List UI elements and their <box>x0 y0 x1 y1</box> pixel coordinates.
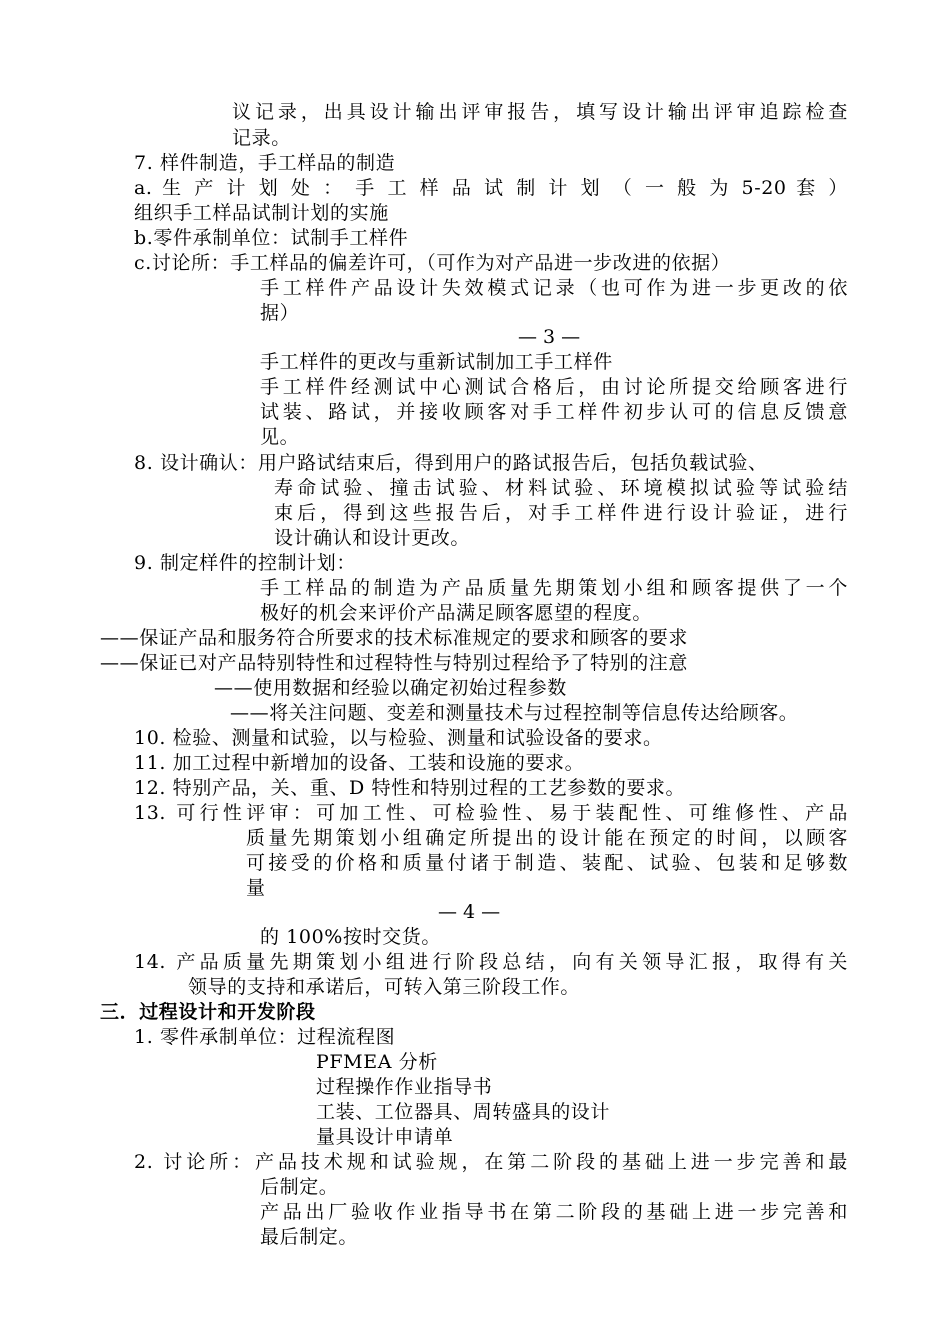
section-heading: 三．过程设计和开发阶段 <box>100 1001 316 1023</box>
text-line: 质量先期策划小组确定所提出的设计能在预定的时间，以顾客 <box>246 827 848 849</box>
list-item-7: 7. 样件制造，手工样品的制造 <box>134 152 396 174</box>
text-line: 组织手工样品试制计划的实施 <box>134 202 389 224</box>
list-item-9: 9. 制定样件的控制计划： <box>134 552 356 574</box>
text-line: a. 生 产 计 划 处 ： 手 工 样 品 试 制 计 划 （ 一 般 为 5-20 套 ） <box>134 177 848 199</box>
dash-item: ——使用数据和经验以确定初始过程参数 <box>214 677 567 699</box>
list-item-12: 12. 特别产品，关、重、D 特性和特别过程的工艺参数的要求。 <box>134 777 686 799</box>
list-item-13: 13. 可行性评审：可加工性、可检验性、易于装配性、可维修性、产品 <box>134 802 848 824</box>
text-line: 极好的机会来评价产品满足顾客愿望的程度。 <box>260 602 653 624</box>
text-line: 束后，得到这些报告后，对手工样件进行设计验证，进行 <box>274 502 848 524</box>
dash-item: ——保证已对产品特别特性和过程特性与特别过程给予了特别的注意 <box>100 652 689 674</box>
dash-item: ——保证产品和服务符合所要求的技术标准规定的要求和顾客的要求 <box>100 627 689 649</box>
text-line: 据） <box>260 302 300 324</box>
text-line: 的 100%按时交货。 <box>260 926 441 948</box>
text-line: 工装、工位器具、周转盛具的设计 <box>316 1101 611 1123</box>
list-item-8: 8. 设计确认：用户路试结束后，得到用户的路试报告后，包括负载试验、 <box>134 452 768 474</box>
page-number: — 4 — <box>438 901 501 923</box>
text-line: PFMEA 分析 <box>316 1051 438 1073</box>
text-line: c.讨论所：手工样品的偏差许可，（可作为对产品进一步改进的依据） <box>134 252 731 274</box>
page-number: — 3 — <box>518 326 581 348</box>
list-item-11: 11. 加工过程中新增加的设备、工装和设施的要求。 <box>134 752 585 774</box>
text-line: 议记录，出具设计输出评审报告，填写设计输出评审追踪检查 <box>232 101 848 123</box>
text-line: 可接受的价格和质量付诸于制造、装配、试验、包装和足够数 <box>246 852 848 874</box>
text-line: 手工样件的更改与重新试制加工手工样件 <box>260 351 613 373</box>
text-line: 手工样品的制造为产品质量先期策划小组和顾客提供了一个 <box>260 577 848 599</box>
text-line: 记录。 <box>232 127 291 149</box>
text-line: 后制定。 <box>260 1176 339 1198</box>
text-line: 设计确认和设计更改。 <box>274 527 471 549</box>
list-item-1: 1. 零件承制单位：过程流程图 <box>134 1026 396 1048</box>
text-line: 试装、路试，并接收顾客对手工样件初步认可的信息反馈意 <box>260 401 848 423</box>
text-line: 过程操作作业指导书 <box>316 1076 493 1098</box>
list-item-10: 10. 检验、测量和试验，以与检验、测量和试验设备的要求。 <box>134 727 663 749</box>
text-line: 产品出厂验收作业指导书在第二阶段的基础上进一步完善和 <box>260 1201 848 1223</box>
text-line: 领导的支持和承诺后，可转入第三阶段工作。 <box>188 976 581 998</box>
text-line: 见。 <box>260 426 300 448</box>
text-line: 最后制定。 <box>260 1226 359 1248</box>
text-line: b.零件承制单位：试制手工样件 <box>134 227 409 249</box>
text-line: 手工样件产品设计失效模式记录（也可作为进一步更改的依 <box>260 277 848 299</box>
text-line: 量 <box>246 877 266 899</box>
dash-item: ——将关注问题、变差和测量技术与过程控制等信息传达给顾客。 <box>230 702 799 724</box>
list-item-2: 2. 讨论所：产品技术规和试验规，在第二阶段的基础上进一步完善和最 <box>134 1151 848 1173</box>
list-item-14: 14. 产品质量先期策划小组进行阶段总结，向有关领导汇报，取得有关 <box>134 951 848 973</box>
text-line: 量具设计申请单 <box>316 1126 454 1148</box>
text-line: 寿命试验、撞击试验、材料试验、环境模拟试验等试验结 <box>274 477 848 499</box>
text-line: 手工样件经测试中心测试合格后，由讨论所提交给顾客进行 <box>260 376 848 398</box>
